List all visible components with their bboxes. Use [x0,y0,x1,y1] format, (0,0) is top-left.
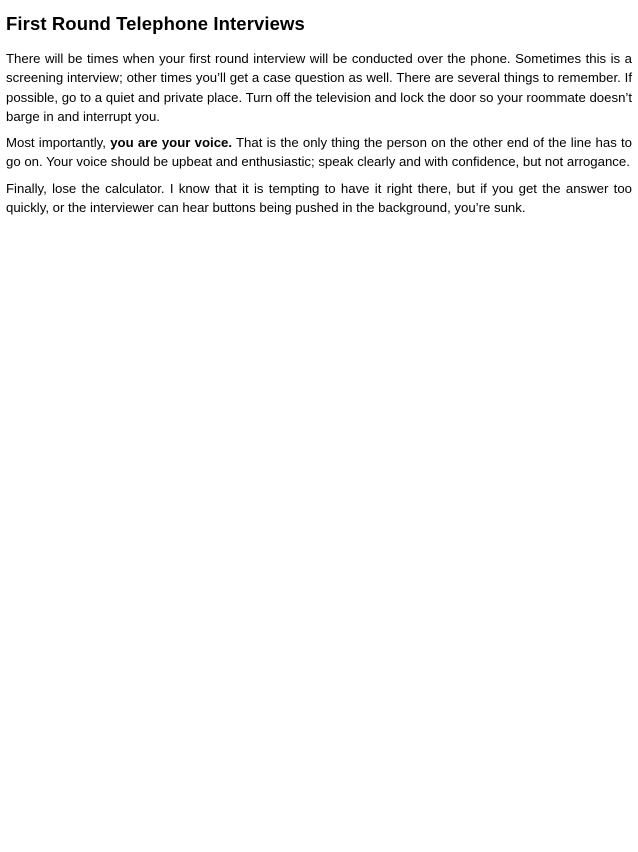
paragraph-intro: There will be times when your first round interview will be conducted over the phone. Sometimes this is a screening interview; other times you’ll get a case question as well. There are several things to remember. If possible, go to a quiet and private place. Turn off the television and lock the door so your roommate doesn’t barge in and interrupt you. [6,51,632,124]
paragraph-voice-rest: That is the only thing the person on the other end of the line has to go on. Your voice should be upbeat and enthusiastic; speak clearly and with confidence, but not arrogance. [6,135,632,170]
paragraph-voice [6,133,632,172]
paragraph-voice-lead: Most importantly, [6,135,111,151]
document-content [6,12,632,224]
paragraph-calculator: Finally, lose the calculator. I know that it is tempting to have it right there, but if you get the answer too quickly, or the interviewer can hear buttons being pushed in the background, you’re sunk. [6,180,632,216]
paragraph-voice-emphasis: you are your voice. [110,135,233,151]
page-title: First Round Telephone Interviews [6,13,305,34]
